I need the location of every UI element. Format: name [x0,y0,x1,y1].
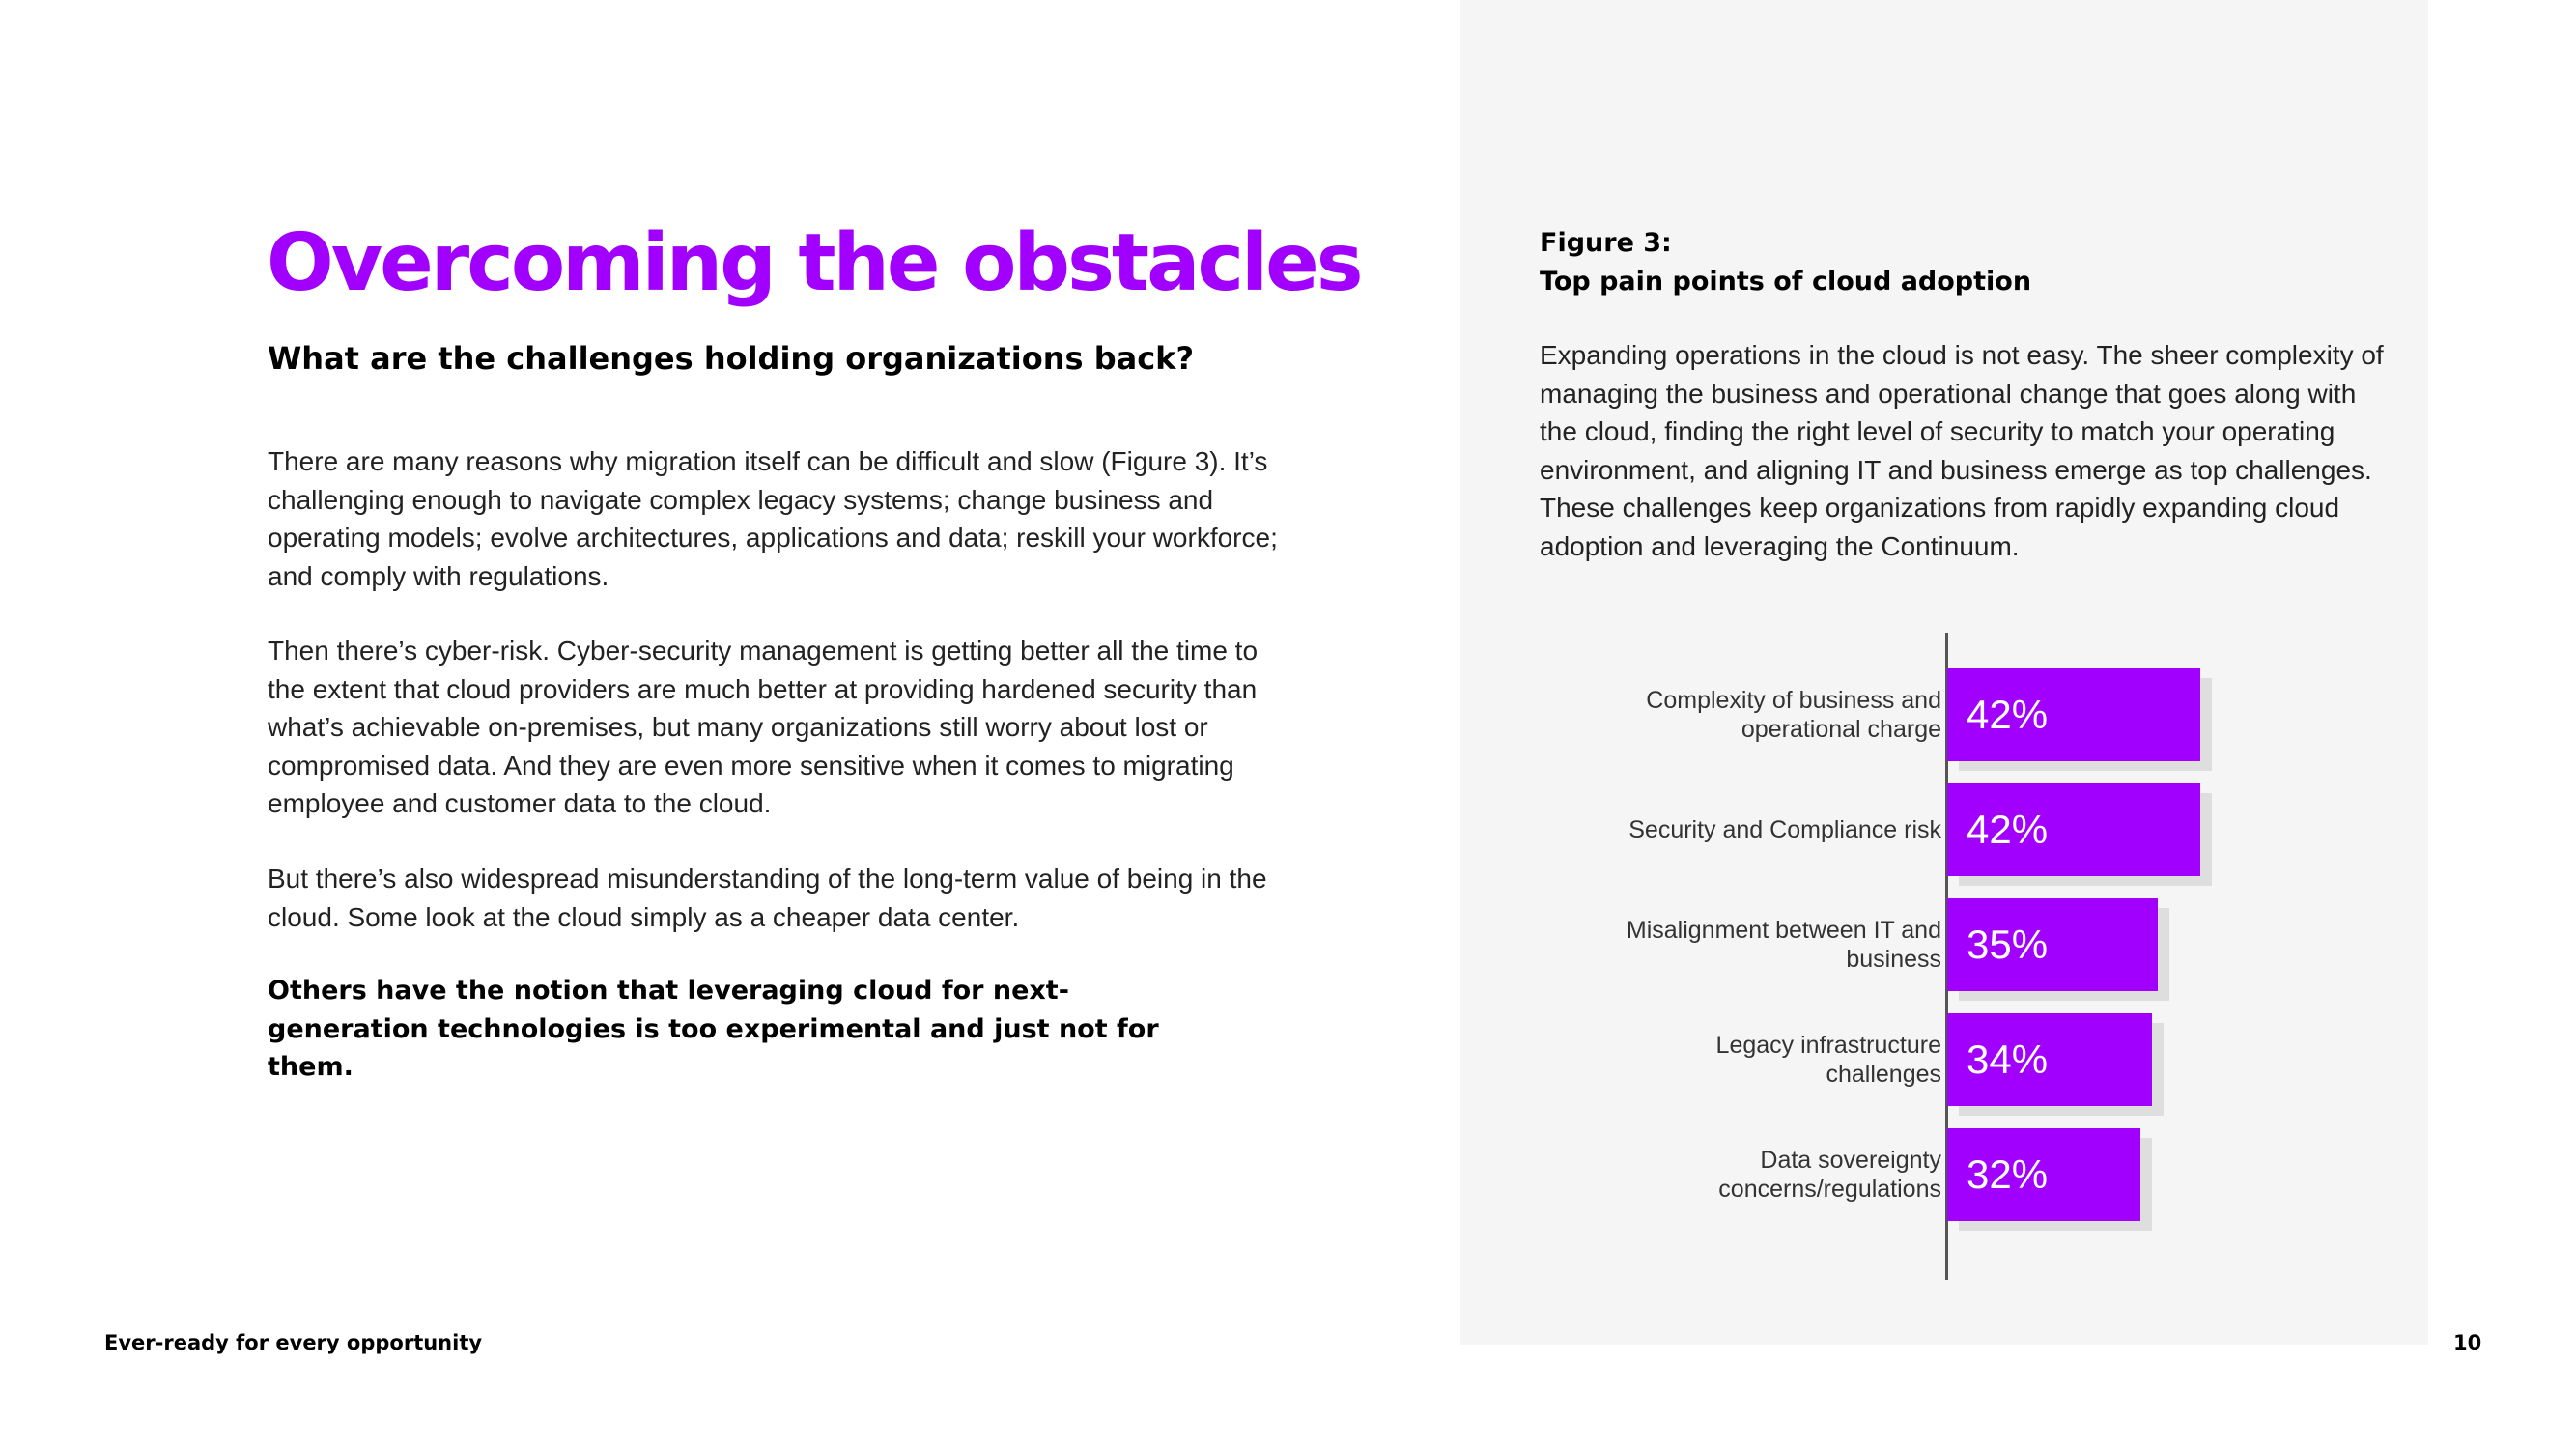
figure-label: Figure 3: [1540,228,1672,258]
chart-row [1603,668,2279,761]
figure-title: Top pain points of cloud adoption [1540,267,2032,297]
chart-row [1603,783,2279,876]
chart-category-label: Complexity of business and operational charge [1646,687,1941,743]
chart-category-label: Data sovereignty concerns/regulations [1718,1147,1941,1203]
chart-category-label: Legacy infrastructure challenges [1715,1032,1941,1088]
chart-value-label: 32% [1967,1151,2049,1197]
chart-category-label: Security and Compliance risk [1628,816,1941,843]
chart-category-label: Misalignment between IT and business [1626,917,1941,973]
chart-row [1603,898,2279,991]
chart-value-label: 42% [1967,692,2049,737]
page-number: 10 [2453,1331,2482,1354]
footer-tagline: Ever-ready for every opportunity [104,1331,483,1354]
figure-heading [1540,224,2031,301]
body-paragraph-2: Then there’s cyber-risk. Cyber-security management is getting better all the time to the extent that cloud providers are much better at providing hardened security than what’s achievable on-premises, but many organizations still worry about lost or compromised data. And they are even more sensitive when it comes to migrating employee and customer data to the cloud. [268,636,1259,818]
figure-description: Expanding operations in the cloud is not easy. The sheer complexity of managing the business and operational change that goes along with the cloud, finding the right level of security to match your operating environment, and aligning IT and business emerge as top challenges. These challenges keep organizations from rapidly expanding cloud adoption and leveraging the Continuum. [1540,340,2384,561]
chart-value-label: 35% [1967,922,2049,967]
pain-points-bar-chart [1603,633,2279,1280]
body-paragraph-1: There are many reasons why migration itself can be difficult and slow (Figure 3). It’s challenging enough to navigate complex legacy systems; change business and operating models; evolve architectures, applications and data; reskill your workforce; and comply with regulations. [268,446,1278,591]
body-paragraph-3: But there’s also widespread misunderstanding of the long-term value of being in the cloud. Some look at the cloud simply as a cheaper data center. [268,864,1267,932]
body-paragraph-bold: Others have the notion that leveraging cloud for next-generation technologies is too experimental and just not for them. [268,976,1159,1082]
page-title: Overcoming the obstacles [267,217,1361,309]
chart-row [1603,1013,2279,1106]
chart-value-label: 42% [1967,807,2049,852]
page-subtitle: What are the challenges holding organizations back? [268,340,1195,377]
chart-value-label: 34% [1967,1037,2049,1082]
chart-row [1603,1128,2279,1221]
